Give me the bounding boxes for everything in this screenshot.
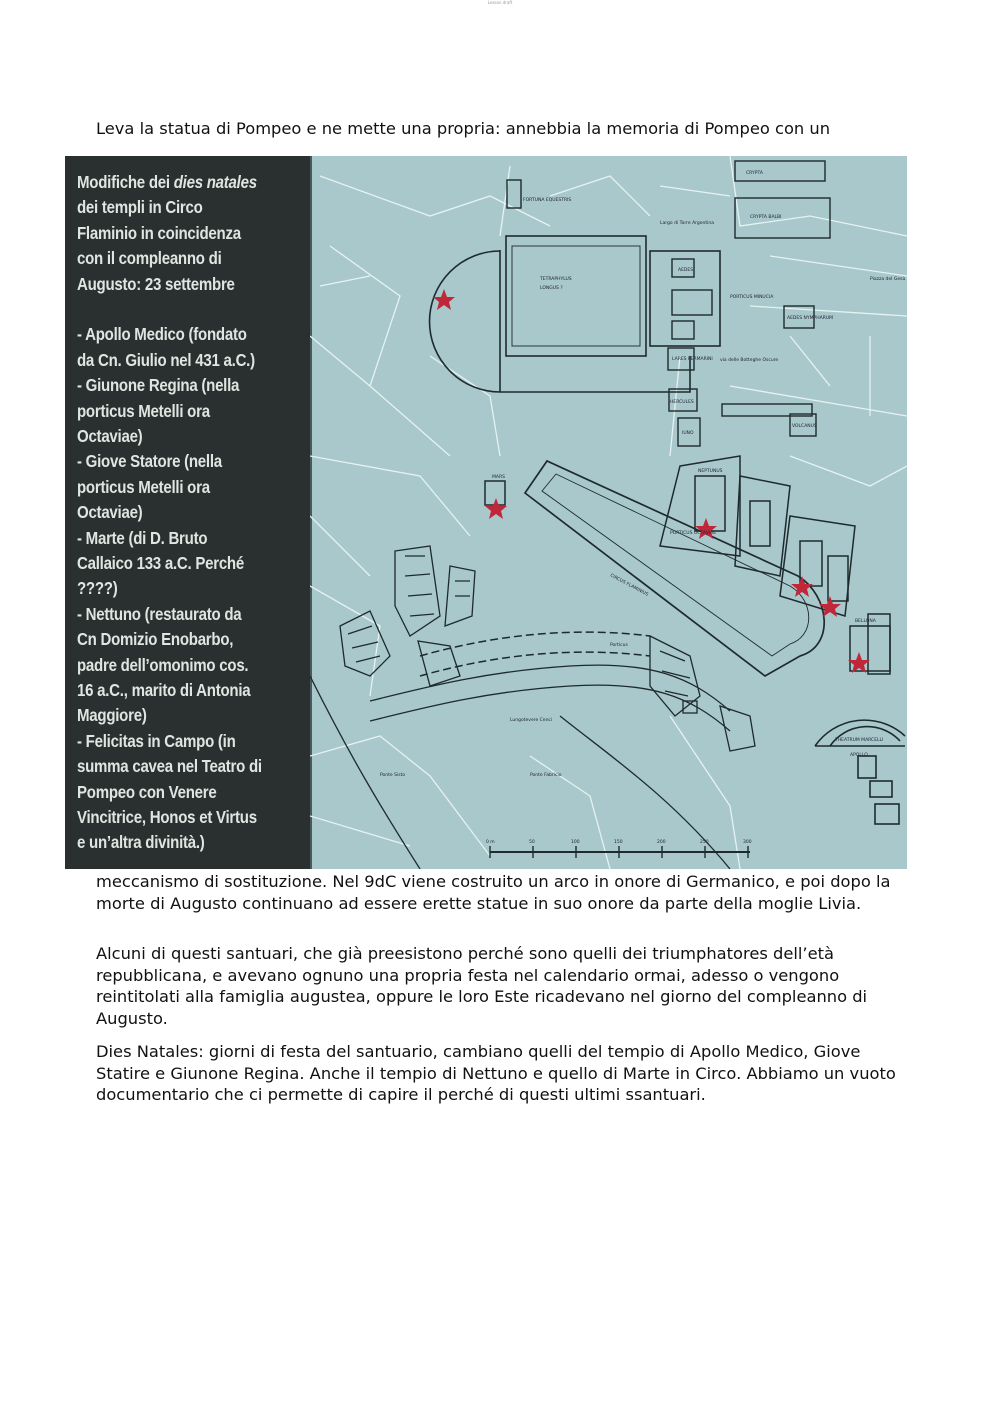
lecture-slide-image [65, 156, 907, 869]
map-label-porticus-octaviae: PORTICUS OCTAVIAE [670, 531, 717, 536]
slide-text-line: porticus Metelli ora [77, 400, 210, 421]
map-label-theatrum: THEATRUM MARCELLI [835, 738, 884, 743]
map-label-piazza: Piazza del Gesù [870, 277, 906, 282]
scale-tick-label: 50 [529, 840, 535, 845]
slide-heading-line: Modifiche dei dies natales [77, 172, 257, 192]
page-header-mark: Lesson draft [487, 0, 513, 5]
map-label-apollo: APOLLO [850, 753, 868, 758]
slide-text-line: Cn Domizio Enobarbo, [77, 629, 234, 650]
map-label-crypta: CRYPTA [746, 171, 763, 176]
map-label-juno: IUNO [682, 431, 694, 436]
slide-text-line: da Cn. Giulio nel 431 a.C.) [77, 349, 255, 370]
map-label-volcanus: VOLCANUS [792, 424, 817, 429]
map-label-nymphae: AEDES NYMPHARUM [787, 316, 833, 321]
map-label-fortuna: FORTUNA EQUESTRIS [523, 198, 572, 203]
paragraph-intro: Leva la statua di Pompeo e ne mette una propria: annebbia la memoria di Pompeo con un [96, 119, 831, 138]
paragraph-mechanism: meccanismo di sostituzione. Nel 9dC viene costruito un arco in onore di Germanico, e poi dopo la morte di Augusto continuano ad essere erette statue in suo onore da parte della moglie Livia. [96, 872, 891, 913]
circus-flaminius-map [310, 156, 907, 869]
slide-text-line: Vincitrice, Honos et Virtus [77, 807, 257, 827]
slide-text-line: Augusto: 23 settembre [77, 273, 235, 294]
map-label-aedes: AEDES [678, 268, 694, 273]
slide-text-line: Flaminio in coincidenza [77, 222, 241, 243]
slide-text-line: Octaviae) [77, 426, 143, 446]
paragraph-dies-natales: Dies Natales: giorni di festa del santuario, cambiano quelli del tempio di Apollo Medico, Giove Statire e Giunone Regina. Anche il tempio di Nettuno e quello di Marte in Circo. Abbiamo un vuoto documentario che ci permette di capire il perché di questi ultimi ssantuari. [96, 1042, 896, 1104]
scale-tick-label: 100 [571, 840, 580, 845]
slide-text-line: - Nettuno (restaurato da [77, 603, 242, 624]
slide-text-line: con il compleanno di [77, 248, 222, 269]
map-label-tetra: TETRAPHYLUS [540, 277, 572, 282]
map-label-crypta-balbi: CRYPTA BALBI [750, 215, 782, 220]
slide-text-line: dei templi in Circo [77, 197, 203, 218]
slide-text-line: porticus Metelli ora [77, 476, 210, 497]
slide-text-line: Pompeo con Venere [77, 781, 217, 802]
slide-text-line: ????) [77, 578, 118, 599]
map-label-ponte: Ponte Fabricio [530, 773, 562, 778]
slide-text-line: - Giunone Regina (nella [77, 375, 240, 396]
slide-text-panel [65, 156, 310, 869]
scale-tick-label: 200 [657, 840, 666, 845]
map-label-lungotevere: Lungotevere Cenci [510, 718, 553, 723]
map-label-via: via delle Botteghe Oscure [720, 358, 779, 363]
slide-text-line: 16 a.C., marito di Antonia [77, 680, 251, 700]
map-label-mars: MARS [492, 475, 505, 480]
scale-tick-label: 0 m [486, 840, 495, 845]
slide-text-line: - Giove Statore (nella [77, 451, 222, 472]
map-label-porticus: Porticus [610, 643, 628, 648]
scale-tick-label: 300 [743, 840, 752, 845]
map-label-bellona: BELLONA [855, 619, 876, 624]
slide-text-line: summa cavea nel Teatro di [77, 756, 262, 777]
map-label-hercules: HERCULES [670, 400, 694, 405]
map-label-porticus-minucia: PORTICUS MINUCIA [730, 295, 774, 300]
map-label-neptunus: NEPTUNUS [698, 469, 723, 474]
slide-text-line: Maggiore) [77, 705, 147, 726]
map-label-circus: CIRCUS FLAMINIUS [609, 573, 649, 598]
map-label-tetra2: LONGUS ? [540, 286, 563, 291]
map-label-ponte-sisto: Ponte Sisto [380, 773, 406, 778]
scale-tick-label: 150 [614, 840, 623, 845]
slide-text-line: - Apollo Medico (fondato [77, 324, 247, 345]
map-label-lares: LARES PERMARINI [672, 357, 713, 362]
slide-text-line: - Felicitas in Campo (in [77, 730, 236, 751]
slide-text-line: Octaviae) [77, 502, 143, 523]
slide-text-line: e un’altra divinità.) [77, 832, 205, 853]
paragraph-sanctuaries: Alcuni di questi santuari, che già preesistono perché sono quelli dei triumphatores dell’età repubblicana, e avevano ognuno una propria festa nel calendario ormai, adesso o vengono reintitolati alla famiglia augustea, oppure le loro Este ricadevano nel giorno del compleanno di Augusto. [96, 944, 868, 1028]
scale-tick-label: 250 [700, 840, 709, 845]
slide-text-line: padre dell’omonimo cos. [77, 654, 249, 675]
slide-text-line: Callaico 133 a.C. Perché [77, 553, 244, 573]
map-label-largo: Largo di Torre Argentina [660, 221, 715, 226]
slide-text-line: - Marte (di D. Bruto [77, 527, 208, 548]
